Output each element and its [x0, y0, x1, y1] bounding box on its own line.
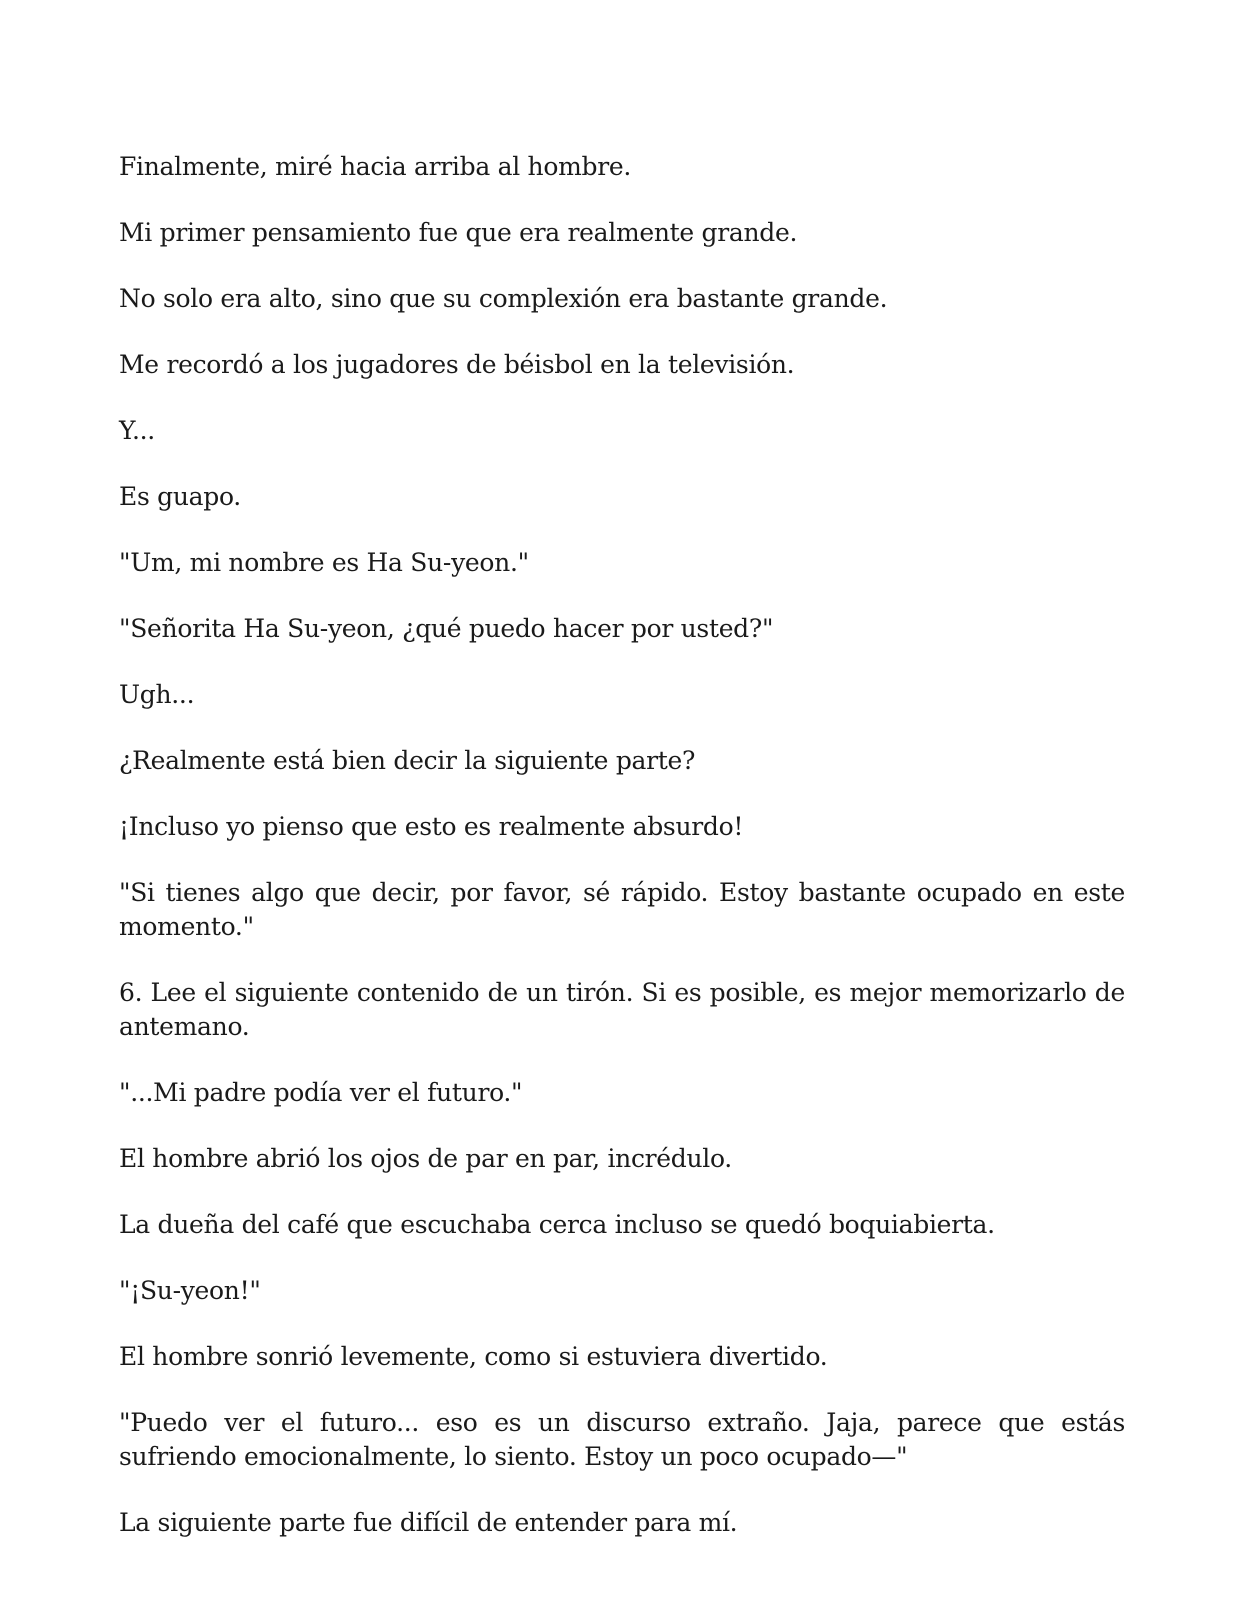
- paragraph: ¿Realmente está bien decir la siguiente parte?: [119, 746, 696, 775]
- paragraph: La dueña del café que escuchaba cerca incluso se quedó boquiabierta.: [119, 1210, 995, 1239]
- paragraph: "Puedo ver el futuro... eso es un discurso extraño. Jaja, parece que estás sufriendo emocionalmente, lo siento. Estoy un poco ocupado—": [119, 1408, 1125, 1471]
- paragraph: "¡Su-yeon!": [119, 1276, 261, 1305]
- paragraph: Ugh...: [119, 680, 195, 709]
- paragraph: "Señorita Ha Su-yeon, ¿qué puedo hacer por usted?": [119, 614, 774, 643]
- paragraph: Mi primer pensamiento fue que era realmente grande.: [119, 218, 798, 247]
- paragraph: No solo era alto, sino que su complexión era bastante grande.: [119, 284, 888, 313]
- paragraph: "Si tienes algo que decir, por favor, sé rápido. Estoy bastante ocupado en este momento.": [119, 878, 1125, 941]
- document-body: [119, 150, 1125, 1572]
- paragraph: La siguiente parte fue difícil de entender para mí.: [119, 1508, 738, 1537]
- paragraph: 6. Lee el siguiente contenido de un tirón. Si es posible, es mejor memorizarlo de antemano.: [119, 978, 1125, 1041]
- paragraph: El hombre abrió los ojos de par en par, incrédulo.: [119, 1144, 732, 1173]
- paragraph: ¡Incluso yo pienso que esto es realmente absurdo!: [119, 812, 744, 841]
- paragraph: "Um, mi nombre es Ha Su-yeon.": [119, 548, 529, 577]
- paragraph: Finalmente, miré hacia arriba al hombre.: [119, 152, 631, 181]
- paragraph: "...Mi padre podía ver el futuro.": [119, 1078, 523, 1107]
- paragraph: Me recordó a los jugadores de béisbol en la televisión.: [119, 350, 795, 379]
- paragraph: Y...: [119, 416, 155, 445]
- paragraph: Es guapo.: [119, 482, 241, 511]
- paragraph: El hombre sonrió levemente, como si estuviera divertido.: [119, 1342, 828, 1371]
